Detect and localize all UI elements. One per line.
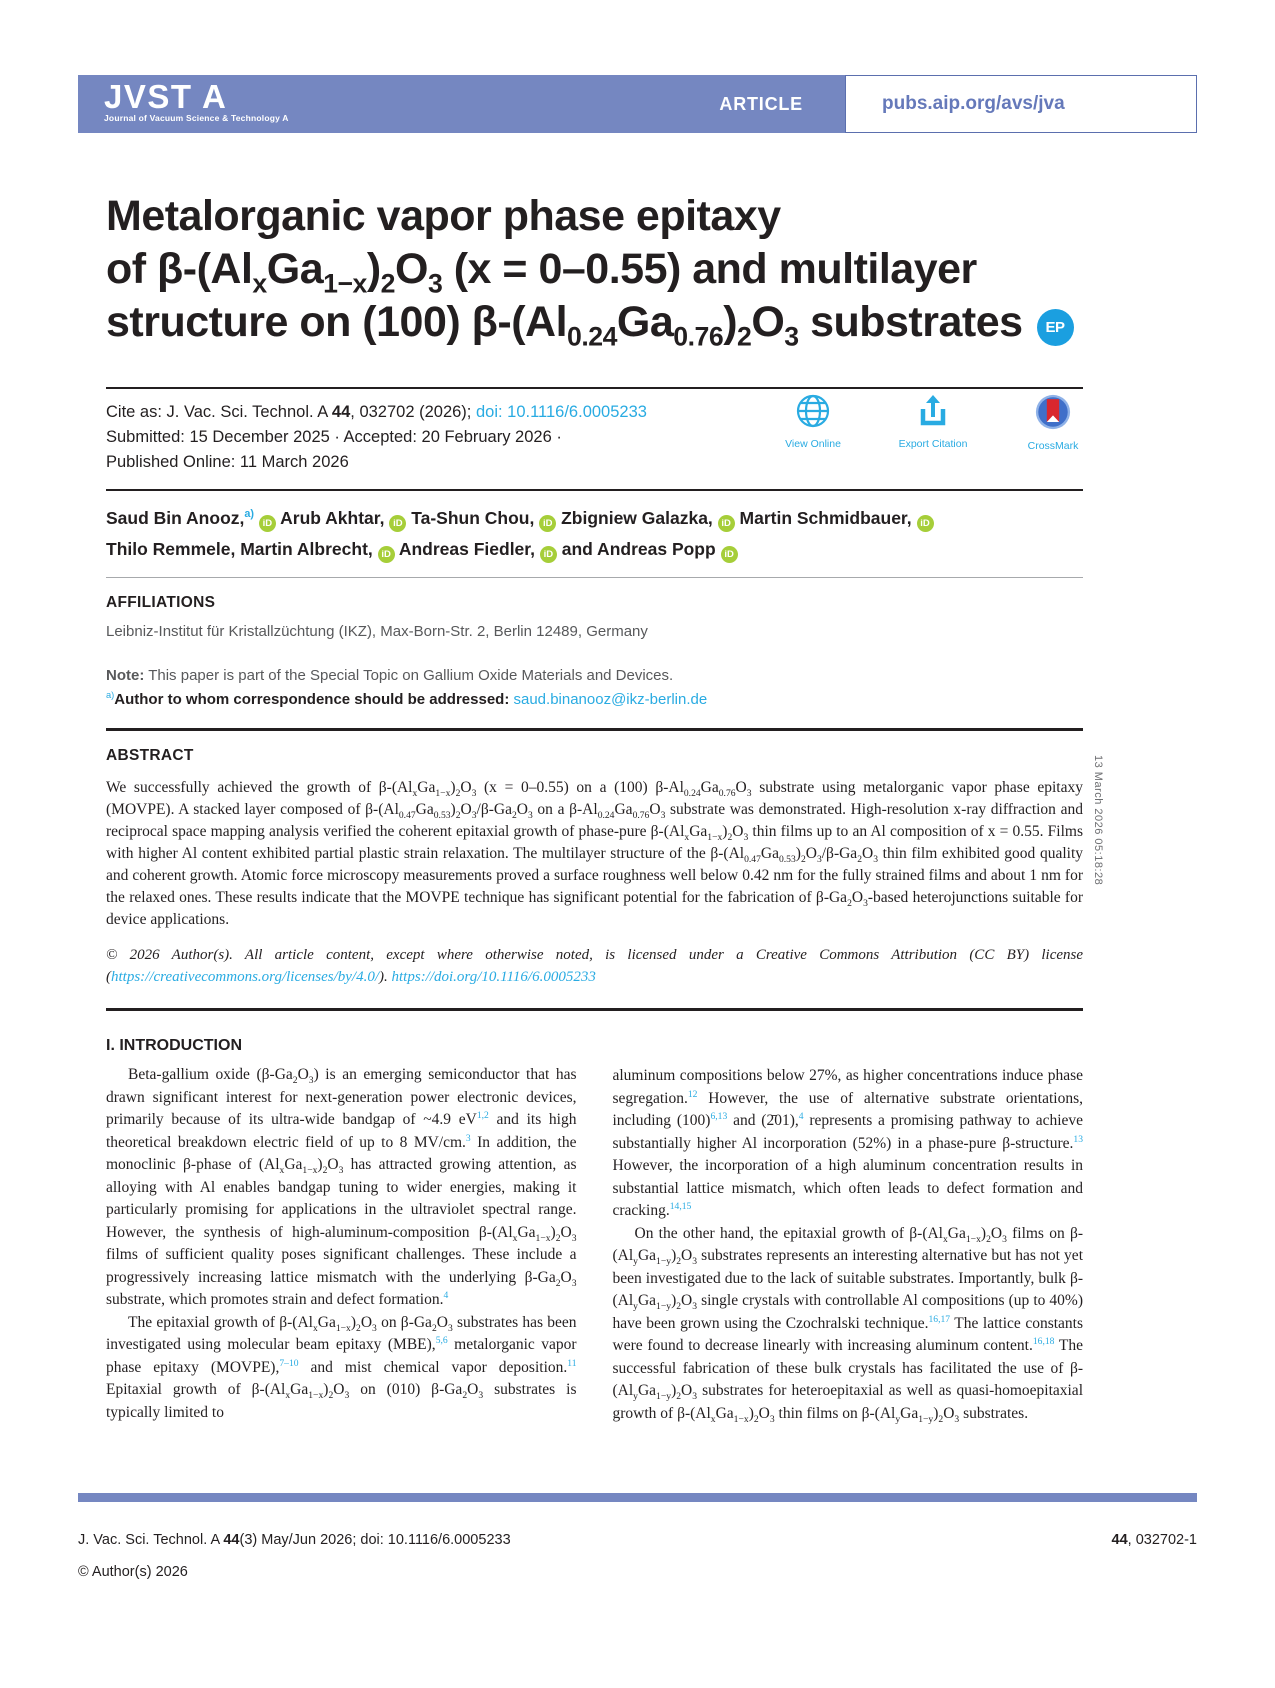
footer-copyright: © Author(s) 2026 (78, 1564, 188, 1580)
article-doi-link[interactable]: https://doi.org/10.1116/6.0005233 (391, 969, 596, 985)
cc-license-link[interactable]: https://creativecommons.org/licenses/by/4.0/ (111, 969, 380, 985)
divider (106, 1008, 1083, 1011)
footer-band (78, 1493, 1197, 1502)
view-online-button[interactable] (771, 393, 855, 452)
journal-url-link[interactable]: pubs.aip.org/avs/jva (845, 75, 1197, 133)
published-line: Published Online: 11 March 2026 (106, 452, 349, 471)
divider (106, 387, 1083, 389)
author-list-line2: Thilo Remmele, Martin Albrecht, iD Andreas Fiedler, iD and Andreas Popp iD (106, 534, 1083, 565)
license-text-1: © 2026 Author(s). All article content, except where otherwise noted, is licensed under a Creative Commons Attribution (CC BY) license ( (106, 947, 1083, 985)
footer-line (78, 1532, 1197, 1548)
affiliation-text: Leibniz-Institut für Kristallzüchtung (IKZ), Max-Born-Str. 2, Berlin 12489, Germany (106, 623, 648, 640)
crossmark-label: CrossMark (1027, 440, 1079, 452)
editors-pick-badge[interactable]: EP (1037, 309, 1074, 346)
divider (106, 728, 1083, 731)
intro-paragraph-1: Beta-gallium oxide $(\beta-Ga_2O_3)$ is an emerging semiconductor that has drawn significant interest for next-generation power electronic devices, primarily because of its ultra-wide bandgap of ~4.9 eV$^{1,2}$ and its high theoretical breakdown electric field of up to 8 MV/cm.$^3$ In addition, the monoclinic β-phase of $(Al_xGa_{1-x})_2O_3$ has attracted growing attention, as alloying with Al enables bandgap tuning to wider energies, making it particularly promising for applications in the ultraviolet spectral range. However, the synthesis of high-aluminum-composition $\beta-(Al_xGa_{1-x})_2O_3$ films of sufficient quality poses significant challenges. These include a progressively increasing lattice mismatch with the underlying $\beta-Ga_2O_3$ substrate, which promotes strain and defect formation.$^4$ (106, 1066, 577, 1308)
crossmark-button[interactable] (1011, 393, 1095, 452)
correspondence-line (106, 691, 1083, 708)
abstract-heading: ABSTRACT (106, 747, 194, 764)
header-spacer (289, 75, 720, 133)
journal-header-band (78, 75, 1197, 133)
article-title-text: Metalorganic vapor phase epitaxy of $\beta-(Al_xGa_{1-x})_2O_3$ (x = 0–0.55) and multilayer structure on (100) $\beta-(Al_{0.24}Ga_{0.76})_2O_3$ substrates (106, 192, 1023, 352)
download-timestamp: 13 March 2026 05:18:28 (1092, 755, 1104, 886)
license-line (106, 944, 1083, 988)
correspondence-text: $^{a)}$Author to whom correspondence should be addressed: (106, 690, 510, 708)
introduction-heading: I. INTRODUCTION (106, 1037, 242, 1054)
author-list (106, 503, 1083, 565)
abstract-text: We successfully achieved the growth of $\beta-(Al_xGa_{1-x})_2O_3$ (x = 0–0.55) on a (100) $\beta-Al_{0.24}Ga_{0.76}O_3$ substrate using metalorganic vapor phase epitaxy (MOVPE). A stacked layer composed of $\beta-(Al_{0.47}Ga_{0.53})_2O_3/\beta-Ga_2O_3$ on a $\beta-Al_{0.24}Ga_{0.76}O_3$ substrate was demonstrated. High-resolution x-ray diffraction and reciprocal space mapping analysis verified the coherent epitaxial growth of phase-pure $\beta-(Al_xGa_{1-x})_2O_3$ thin films up to an Al composition of x = 0.55. Films with higher Al content exhibited partial plastic strain relaxation. The multilayer structure of the $\beta-(Al_{0.47}Ga_{0.53})_2O_3/\beta-Ga_2O_3$ thin film exhibited good quality and coherent growth. Atomic force microscopy measurements proved a surface roughness well below 0.42 nm for the fully strained films and about 1 nm for the relaxed ones. These results indicate that the MOVPE technique has significant potential for the fabrication of $\beta-Ga_2O_3$-based heterojunctions suitable for device applications. (106, 779, 1083, 928)
crossmark-icon (1034, 393, 1072, 436)
license-text-2: ). (379, 969, 392, 985)
page-title (106, 190, 1083, 352)
divider (106, 489, 1083, 492)
article-actions (771, 393, 1095, 452)
globe-icon (795, 393, 831, 434)
special-topic-note: Note: This paper is part of the Special Topic on Gallium Oxide Materials and Devices. (106, 667, 674, 684)
footer-page-number: 44, 032702-1 (1111, 1532, 1197, 1548)
intro-paragraph-3: aluminum compositions below 27%, as higher concentrations induce phase segregation.$^{12}$ However, the use of alternative substrate orientations, including $(100)^{6,13}$ and (2̄01),$^4$ represents a promising pathway to achieve substantially higher Al incorporation (52%) in a phase-pure β-structure.$^{13}$ However, the incorporation of a high aluminum concentration results in substantial lattice mismatch, which often leads to defect formation and cracking.$^{14,15}$ (612, 1067, 1084, 1219)
intro-paragraph-4: On the other hand, the epitaxial growth of $\beta-(Al_xGa_{1-x})_2O_3$ films on $\beta-(Al_yGa_{1-y})_2O_3$ substrates represents an interesting alternative but has not yet been investigated due to the lack of suitable substrates. Importantly, bulk $\beta-(Al_yGa_{1-y})_2O_3$ single crystals with controllable Al compositions (up to 40%) have been grown using the Czochralski technique.$^{16,17}$ The lattice constants were found to decrease linearly with increasing aluminum content.$^{16,18}$ The successful fabrication of these bulk crystals has facilitated the use of $\beta-(Al_yGa_{1-y})_2O_3$ substrates for heteroepitaxial as well as quasi-homoepitaxial growth of $\beta-(Al_xGa_{1-x})_2O_3$ thin films on $\beta-(Al_yGa_{1-y})_2O_3$ substrates. (612, 1224, 1084, 1425)
export-citation-button[interactable] (891, 393, 975, 452)
export-icon (915, 393, 951, 434)
export-citation-label: Export Citation (898, 438, 968, 450)
article-main (106, 190, 1083, 1485)
journal-logo-text: JVST A (104, 78, 228, 115)
intro-right-column (613, 1033, 1084, 1485)
footer-citation: J. Vac. Sci. Technol. A 44(3) May/Jun 2026; doi: 10.1116/6.0005233 (78, 1532, 511, 1548)
correspondence-email-link[interactable]: saud.binanooz@ikz-berlin.de (513, 691, 708, 708)
affiliations-heading: AFFILIATIONS (106, 594, 216, 611)
article-type-label: ARTICLE (719, 93, 803, 114)
introduction-section (106, 1033, 1083, 1485)
cite-text: Cite as: J. Vac. Sci. Technol. A 44, 032702 (2026); (106, 402, 476, 421)
submitted-line: Submitted: 15 December 2025 · Accepted: 20 February 2026 · (106, 427, 562, 446)
divider (106, 577, 1083, 578)
intro-paragraph-2: The epitaxial growth of $\beta-(Al_xGa_{1-x})_2O_3$ on $\beta-Ga_2O_3$ substrates has been investigated using molecular beam epitaxy (MBE),$^{5,6}$ metalorganic vapor phase epitaxy (MOVPE),$^{7-10}$ and mist chemical vapor deposition.$^{11}$ Epitaxial growth of $\beta-(Al_xGa_{1-x})_2O_3$ on (010) $\beta-Ga_2O_3$ substrates is typically limited to (106, 1313, 577, 1421)
view-online-label: View Online (785, 438, 841, 450)
intro-left-column (106, 1033, 577, 1485)
journal-logo (78, 75, 289, 133)
doi-link[interactable]: doi: 10.1116/6.0005233 (475, 402, 647, 421)
journal-logo-subtitle: Journal of Vacuum Science & Technology A (104, 113, 289, 123)
author-list-line1: Saud Bin Anooz,$^{a)}$ iD Arub Akhtar, iD Ta-Shun Chou, iD Zbigniew Galazka, iD Martin Schmidbauer, iD (106, 503, 1083, 534)
